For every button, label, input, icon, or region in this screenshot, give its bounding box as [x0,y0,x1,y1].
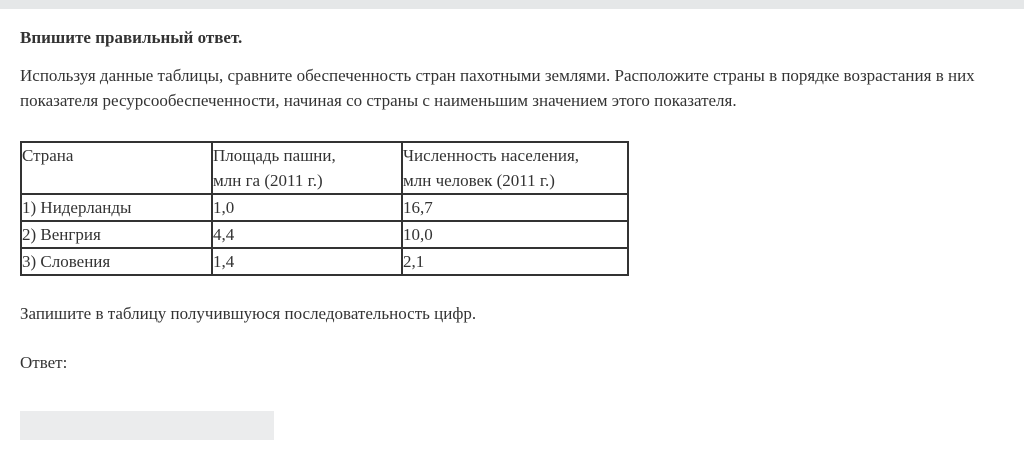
table-row [21,248,628,275]
header-cell-area [212,142,402,194]
table-cell: 1,0 [212,194,402,221]
task-container [20,27,1010,374]
table-cell: 10,0 [402,221,628,248]
table-cell: 1,4 [212,248,402,275]
answer-label: Ответ: [20,353,68,372]
header-cell-country [21,142,212,194]
answer-input[interactable] [20,411,274,440]
table-cell: 1) Нидерланды [21,194,212,221]
table-cell: 2) Венгрия [21,221,212,248]
table-row [21,221,628,248]
table-cell: 4,4 [212,221,402,248]
header-line: млн человек (2011 г.) [403,171,555,190]
header-cell-population [402,142,628,194]
task-heading: Впишите правильный ответ. [20,28,243,47]
header-line: Площадь пашни, [213,146,336,165]
instruction-text: Запишите в таблицу получившуюся последовательность цифр. [20,304,477,323]
table-cell: 2,1 [402,248,628,275]
top-bar [0,0,1024,9]
table-header-row [21,142,628,194]
header-line: млн га (2011 г.) [213,171,323,190]
header-line: Страна [22,146,74,165]
table-row [21,194,628,221]
task-text: Используя данные таблицы, сравните обеспеченность стран пахотными землями. Расположите страны в порядке возрастания в них показателя ресурсообеспеченности, начиная со страны с наименьшим значением этого показателя. [20,66,975,110]
table-cell: 3) Словения [21,248,212,275]
data-table [20,141,629,276]
table-cell: 16,7 [402,194,628,221]
header-line: Численность населения, [403,146,580,165]
